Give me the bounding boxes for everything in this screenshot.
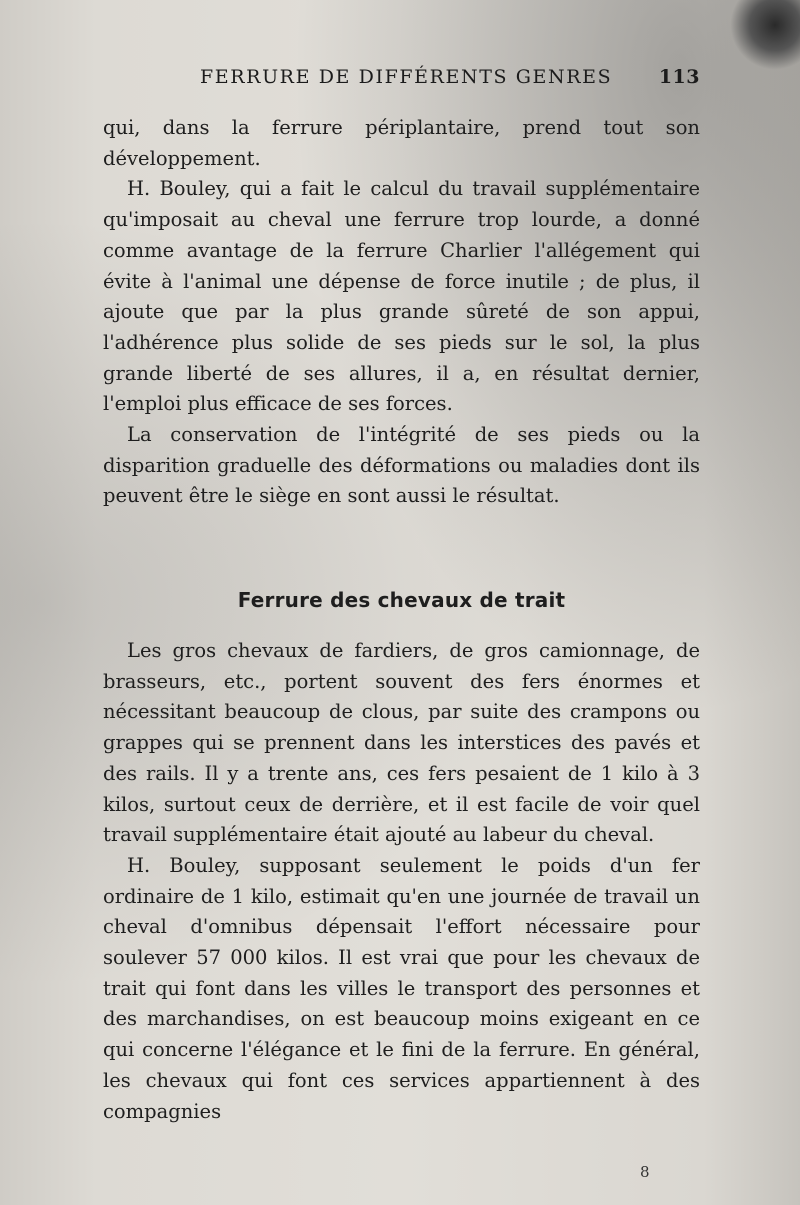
section-heading: Ferrure des chevaux de trait [237, 588, 566, 612]
paragraph-continued: qui, dans la ferrure périplantaire, prend tout son développement. [103, 116, 700, 170]
paragraph: Les gros chevaux de fardiers, de gros camionnage, de brasseurs, etc., portent souvent des fers énormes et nécessitant beaucoup de clous, par suite des crampons ou grappes qui se prennent dans les interstices des pavés et des rails. Il y a trente ans, ces fers pesaient de 1 kilo à 3 kilos, surtout ceux de derrière, et il est facile de voir quel travail supplémentaire était ajouté au labeur du cheval. [103, 639, 700, 847]
page-number: 113 [658, 66, 700, 88]
body-text-section [103, 636, 700, 1127]
signature-mark: 8 [640, 1163, 650, 1181]
paragraph: H. Bouley, qui a fait le calcul du travail supplémentaire qu'imposait au cheval une ferrure trop lourde, a donné comme avantage de la ferrure Charlier l'allégement qui évite à l'animal une dépense de force inutile ; de plus, il ajoute que par la plus grande sûreté de son appui, l'adhérence plus solide de ses pieds sur le sol, la plus grande liberté de ses allures, il a, en résultat dernier, l'emploi plus efficace de ses forces. [103, 177, 700, 416]
body-text-top [103, 113, 700, 512]
paragraph: H. Bouley, supposant seulement le poids d'un fer ordinaire de 1 kilo, estimait qu'en une journée de travail un cheval d'omnibus dépensait l'effort nécessaire pour soulever 57 000 kilos. Il est vrai que pour les chevaux de trait qui font dans les villes le transport des personnes et des marchandises, on est beaucoup moins exigeant en ce qui concerne l'élégance et le fini de la ferrure. En général, les chevaux qui font ces services appartiennent à des compagnies [103, 853, 700, 1123]
running-title: FERRURE DE DIFFÉRENTS GENRES [200, 66, 613, 88]
page-corner-shadow [730, 0, 800, 70]
paragraph: La conservation de l'intégrité de ses pieds ou la disparition graduelle des déformations ou maladies dont ils peuvent être le siège en sont aussi le résultat. [103, 423, 700, 508]
